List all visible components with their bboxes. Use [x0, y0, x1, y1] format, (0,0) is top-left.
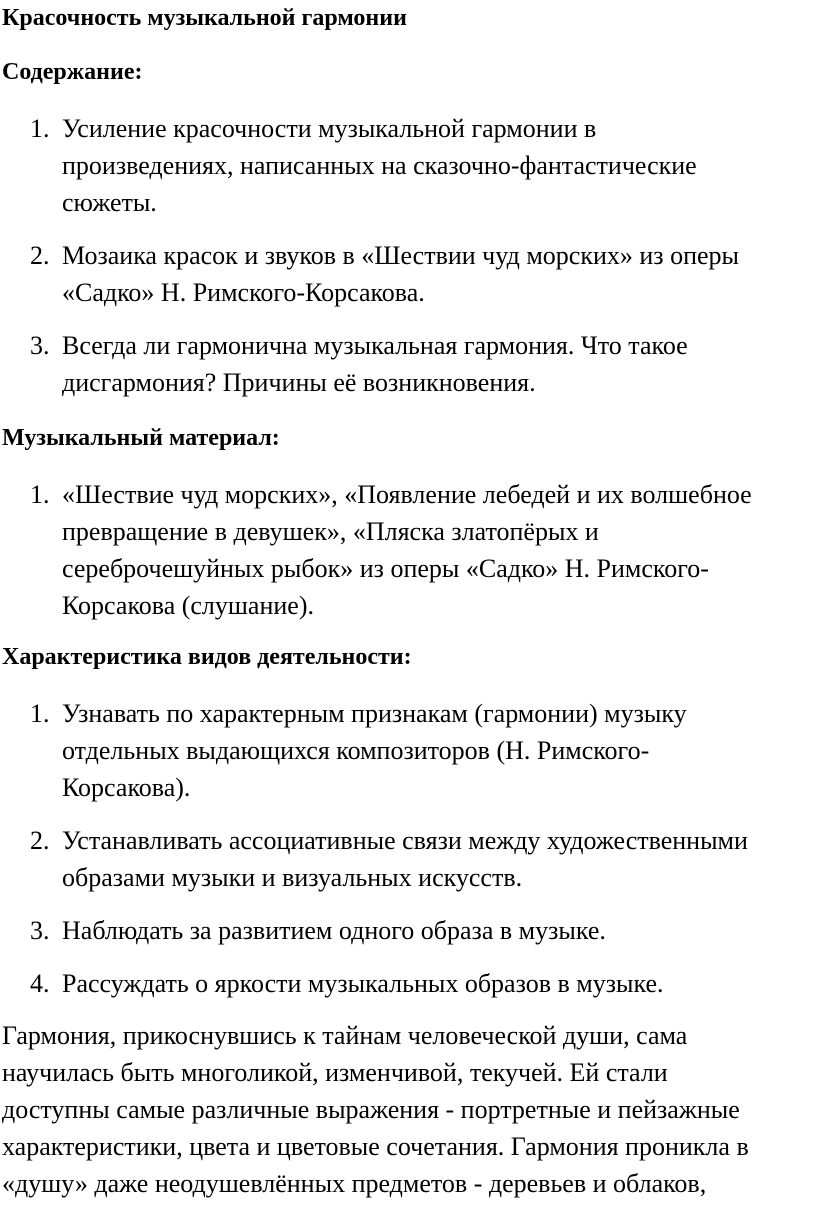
text-line: «Шествие чуд морских», «Появление лебедей и их волшебное	[62, 480, 752, 509]
list-item-text	[62, 912, 810, 949]
list-item-text	[62, 476, 810, 624]
document-title: Красочность музыкальной гармонии	[2, 5, 407, 31]
text-line: Наблюдать за развитием одного образа в музыке.	[62, 916, 606, 945]
text-line: Мозаика красок и звуков в «Шествии чуд морских» из оперы	[62, 241, 739, 270]
text-line: Усиление красочности музыкальной гармонии в	[62, 114, 597, 143]
material-heading: Музыкальный материал:	[2, 425, 280, 451]
list-item-text	[62, 695, 810, 806]
text-line: характеристики, цвета и цветовые сочетания. Гармония проникла в	[2, 1132, 749, 1161]
list-item-text	[62, 822, 810, 896]
list-item-text	[62, 110, 810, 221]
list-number: 2.	[30, 826, 50, 855]
body-paragraph	[2, 1017, 814, 1202]
text-line: «душу» даже неодушевлённых предметов - деревьев и облаков,	[2, 1169, 707, 1198]
text-line: «Садко» Н. Римского-Корсакова.	[62, 278, 425, 307]
contents-heading: Содержание:	[2, 59, 143, 85]
list-number: 1.	[30, 480, 50, 509]
list-number: 3.	[30, 331, 50, 360]
list-item-text	[62, 237, 810, 311]
text-line: Всегда ли гармонична музыкальная гармония. Что такое	[62, 331, 688, 360]
text-line: Корсакова).	[62, 773, 191, 802]
text-line: сюжеты.	[62, 188, 157, 217]
text-line: Рассуждать о яркости музыкальных образов в музыке.	[62, 969, 664, 998]
text-line: Корсакова (слушание).	[62, 591, 314, 620]
list-item-text	[62, 965, 810, 1002]
list-number: 4.	[30, 969, 50, 998]
activities-heading: Характеристика видов деятельности:	[2, 644, 412, 670]
text-line: превращение в девушек», «Пляска златопёрых и	[62, 517, 599, 546]
list-item-text	[62, 327, 810, 401]
list-number: 1.	[30, 114, 50, 143]
text-line: Узнавать по характерным признакам (гармонии) музыку	[62, 699, 687, 728]
text-line: образами музыки и визуальных искусств.	[62, 863, 523, 892]
list-number: 1.	[30, 699, 50, 728]
text-line: сереброчешуйных рыбок» из оперы «Садко» Н. Римского-	[62, 554, 709, 583]
text-line: Гармония, прикоснувшись к тайнам человеческой души, сама	[2, 1021, 688, 1050]
text-line: Устанавливать ассоциативные связи между художественными	[62, 826, 748, 855]
list-number: 3.	[30, 916, 50, 945]
text-line: доступны самые различные выражения - портретные и пейзажные	[2, 1095, 740, 1124]
text-line: научилась быть многоликой, изменчивой, текучей. Ей стали	[2, 1058, 668, 1087]
text-line: произведениях, написанных на сказочно-фантастические	[62, 151, 697, 180]
text-line: отдельных выдающихся композиторов (Н. Римского-	[62, 736, 650, 765]
list-number: 2.	[30, 241, 50, 270]
text-line: дисгармония? Причины её возникновения.	[62, 368, 536, 397]
